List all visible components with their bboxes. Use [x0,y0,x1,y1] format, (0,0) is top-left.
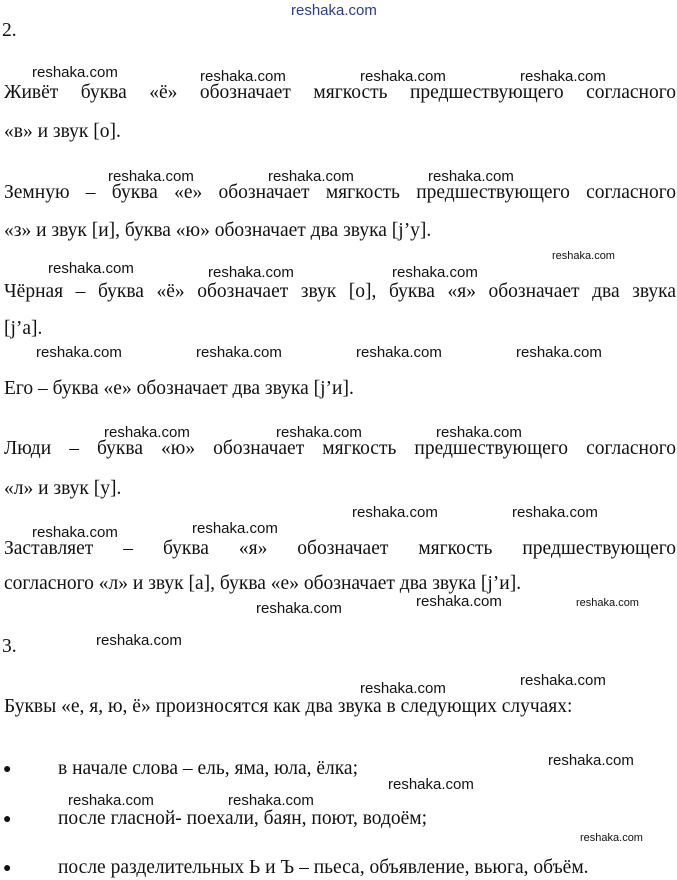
list-item: после разделительных Ь и Ъ – пьеса, объявление, вьюга, объём. [58,857,589,878]
watermark: reshaka.com [392,264,478,281]
watermark: reshaka.com [32,64,118,81]
watermark: reshaka.com [356,344,442,361]
answer-line: Люди – буква «ю» обозначает мягкость предшествующего согласного [4,438,676,459]
watermark: reshaka.com [520,672,606,689]
answer-line: Чёрная – буква «ё» обозначает звук [о], буква «я» обозначает два звука [4,281,676,302]
watermark: reshaka.com [352,504,438,521]
bullet-icon: ● [3,861,12,876]
watermark: reshaka.com [196,344,282,361]
watermark: reshaka.com [388,776,474,793]
watermark: reshaka.com [200,68,286,85]
watermark: reshaka.com [520,68,606,85]
watermark: reshaka.com [360,680,446,697]
watermark: reshaka.com [48,260,134,277]
watermark: reshaka.com [512,504,598,521]
watermark: reshaka.com [428,168,514,185]
watermark: reshaka.com [552,250,615,262]
bullet-icon: ● [3,762,12,777]
section-3-intro: Буквы «е, я, ю, ё» произносятся как два звука в следующих случаях: [4,696,573,717]
watermark: reshaka.com [68,792,154,809]
section-2-number: 2. [2,20,17,41]
watermark: reshaka.com [228,792,314,809]
watermark: reshaka.com [96,632,182,649]
watermark: reshaka.com [104,424,190,441]
answer-line: «в» и звук [о]. [4,121,121,142]
watermark: reshaka.com [360,68,446,85]
watermark: reshaka.com [576,597,639,609]
list-item: после гласной- поехали, баян, поют, водоём; [58,808,428,829]
list-item: в начале слова – ель, яма, юла, ёлка; [58,758,358,779]
watermark: reshaka.com [268,168,354,185]
answer-line: «л» и звук [у]. [4,478,122,499]
watermark: reshaka.com [108,168,194,185]
answer-line: Живёт буква «ё» обозначает мягкость предшествующего согласного [4,82,676,103]
answer-line: согласного «л» и звук [а], буква «е» обозначает два звука [j’и]. [4,573,522,594]
section-3-number: 3. [2,636,17,657]
watermark: reshaka.com [208,264,294,281]
answer-line: Заставляет – буква «я» обозначает мягкость предшествующего [4,538,676,559]
watermark: reshaka.com [548,752,634,769]
watermark: reshaka.com [192,520,278,537]
answer-line: «з» и звук [и], буква «ю» обозначает два звука [j’у]. [4,220,432,241]
answer-line: Его – буква «е» обозначает два звука [j’и]. [4,378,354,399]
watermark: reshaka.com [516,344,602,361]
answer-line: [j’а]. [4,318,43,339]
bullet-icon: ● [3,812,12,827]
watermark: reshaka.com [36,344,122,361]
watermark: reshaka.com [416,593,502,610]
watermark: reshaka.com [32,524,118,541]
watermark: reshaka.com [276,424,362,441]
watermark: reshaka.com [291,2,377,19]
watermark: reshaka.com [256,600,342,617]
watermark: reshaka.com [580,832,643,844]
watermark: reshaka.com [436,424,522,441]
answer-line: Земную – буква «е» обозначает мягкость предшествующего согласного [4,182,676,203]
